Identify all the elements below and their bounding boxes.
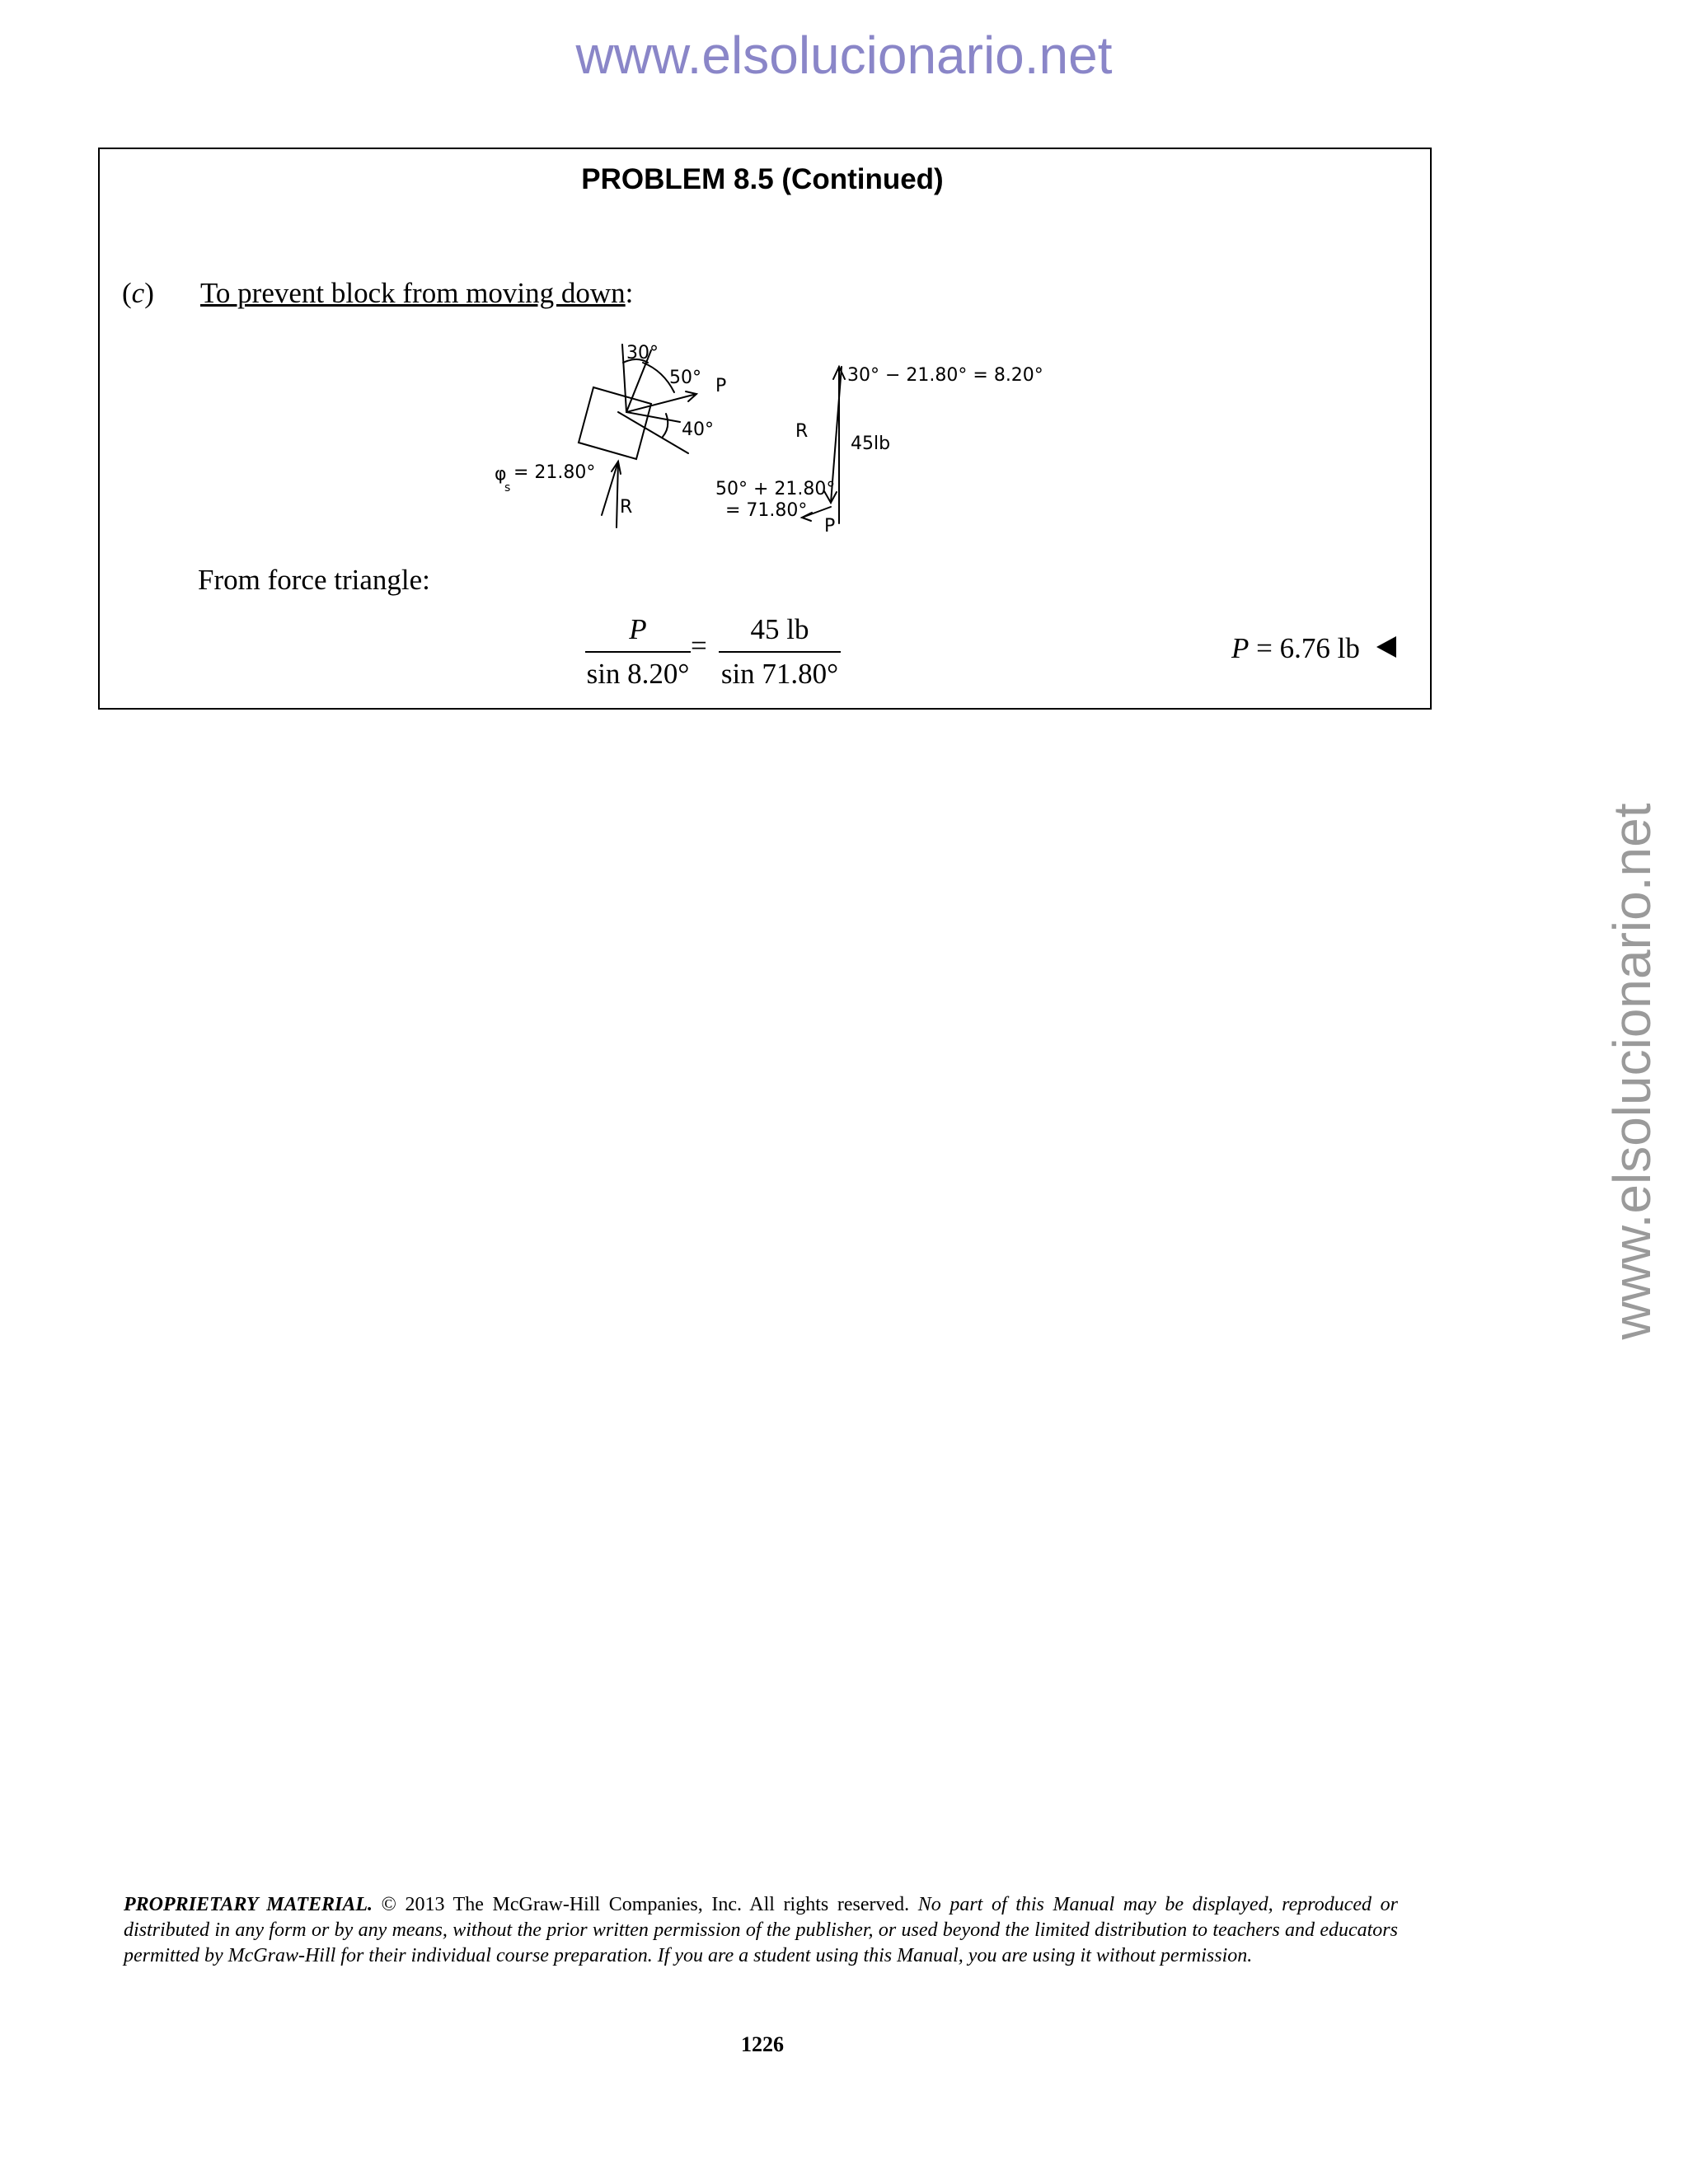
normal-line (626, 412, 680, 422)
fraction-right-numerator: 45 lb (750, 613, 809, 645)
answer-marker-icon (1376, 636, 1396, 658)
label-phi-sub: s (504, 481, 511, 494)
copyright-footer (124, 1892, 1398, 1969)
label-phi-value: = 21.80° (513, 462, 596, 483)
watermark-side-text: www.elsolucionario.net (1602, 803, 1662, 1340)
part-letter: c (131, 277, 145, 309)
equals-sign: = (691, 630, 707, 662)
fraction-left-numerator (585, 613, 691, 651)
fraction-left (585, 613, 691, 691)
problem-title: PROBLEM 8.5 (Continued) (581, 163, 944, 195)
footer-normal: © 2013 The McGraw-Hill Companies, Inc. All rights reserved. (373, 1894, 918, 1915)
footer-bold: PROPRIETARY MATERIAL. (124, 1894, 373, 1915)
label-30: 30° (626, 343, 659, 363)
part-heading-colon: : (625, 277, 634, 309)
from-force-triangle: From force triangle: (198, 564, 430, 596)
answer-variable: P (1231, 632, 1250, 664)
label-p-triangle: P (824, 516, 836, 537)
label-p-fbd: P (715, 376, 727, 396)
answer (1231, 632, 1360, 665)
arc-40 (663, 414, 668, 437)
fraction-left-denominator: sin 8.20° (585, 651, 691, 691)
part-heading-text: To prevent block from moving down (200, 277, 626, 309)
label-50: 50° (669, 368, 701, 388)
label-bottom-angle-2: = 71.80° (725, 500, 808, 521)
watermark-top: www.elsolucionario.net (575, 26, 1113, 85)
part-label: (c) (122, 277, 154, 309)
page-number: 1226 (741, 2032, 784, 2056)
part-heading (200, 277, 633, 310)
label-top-angle: 30° − 21.80° = 8.20° (847, 365, 1043, 386)
incline-line (618, 412, 688, 453)
label-weight: 45lb (851, 434, 891, 454)
label-phi: φ (495, 464, 507, 485)
fraction-right (719, 613, 841, 691)
label-r-fbd: R (620, 497, 633, 518)
reaction-r-line (602, 462, 618, 515)
fraction-right-denominator: sin 71.80° (719, 651, 841, 691)
answer-value: = 6.76 lb (1249, 632, 1360, 664)
label-r-triangle: R (795, 421, 809, 442)
block (579, 387, 651, 459)
footer-italic: No part of this Manual may be displayed, reproduced or distributed in any form or by any means, without the prior written permission of the publisher, or used beyond the limited distribution to teachers and educators permitted by McGraw-Hill for their individual course preparation. If you are a student using this Manual, you are using it without permission. (124, 1894, 1398, 1966)
force-p-line (626, 394, 696, 412)
numerator-p: P (629, 613, 647, 645)
reaction-ref-line (617, 462, 618, 527)
label-40: 40° (682, 419, 714, 440)
label-bottom-angle-1: 50° + 21.80° (715, 479, 836, 499)
free-body-sketch (486, 330, 1047, 552)
